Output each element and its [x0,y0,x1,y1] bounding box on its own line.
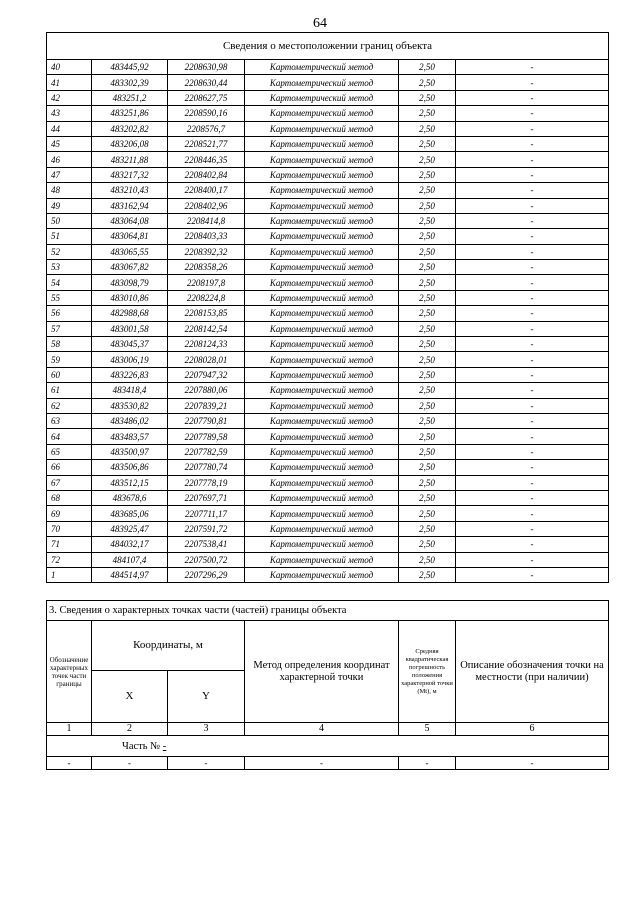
table-row [47,367,609,382]
mt-cell: 2,50 [399,106,456,121]
page-number: 64 [313,16,327,31]
mt-cell: 2,50 [399,152,456,167]
method-header: Метод определения координат характерной точки [245,621,399,723]
coord-y: 2207789,58 [168,429,245,444]
point-number: 68 [47,490,92,505]
col-number: 5 [399,723,456,736]
col-number: 4 [245,723,399,736]
description-cell: - [456,490,609,505]
coord-y: 2208576,7 [168,121,245,136]
description-cell: - [456,290,609,305]
description-cell: - [456,106,609,121]
coord-y: 2207782,59 [168,444,245,459]
method-cell: Картометрический метод [245,121,399,136]
description-cell: - [456,167,609,182]
table-row [47,337,609,352]
mt-cell: 2,50 [399,306,456,321]
method-cell: Картометрический метод [245,383,399,398]
table-row [47,260,609,275]
method-cell: Картометрический метод [245,198,399,213]
description-header: Описание обозначения точки на местности (при наличии) [456,621,609,723]
table-row [47,321,609,336]
coord-x: 484514,97 [92,567,168,582]
description-cell: - [456,121,609,136]
coord-y: 2208590,16 [168,106,245,121]
coord-x: 483302,39 [92,75,168,90]
mt-cell: 2,50 [399,367,456,382]
table-row [47,90,609,105]
part-points-table [46,600,609,770]
method-cell: Картометрический метод [245,106,399,121]
point-number: 65 [47,444,92,459]
mt-cell: 2,50 [399,352,456,367]
method-cell: Картометрический метод [245,367,399,382]
point-designation-header: Обозначение характерных точек части границы [47,621,92,723]
table-row [47,229,609,244]
table-row [47,244,609,259]
mt-cell: 2,50 [399,444,456,459]
point-number: 1 [47,567,92,582]
x-header: X [92,671,168,723]
coord-x: 483251,2 [92,90,168,105]
coord-x: 483065,55 [92,244,168,259]
coord-y: 2208446,35 [168,152,245,167]
method-cell: Картометрический метод [245,183,399,198]
empty-cell: - [245,757,399,770]
coord-x: 483251,86 [92,106,168,121]
empty-cell: - [92,757,168,770]
table-row [47,275,609,290]
description-cell: - [456,506,609,521]
table-row [47,475,609,490]
description-cell: - [456,521,609,536]
table-row [47,152,609,167]
method-cell: Картометрический метод [245,521,399,536]
coord-x: 483925,47 [92,521,168,536]
mt-cell: 2,50 [399,198,456,213]
point-number: 69 [47,506,92,521]
table-row [47,60,609,75]
coord-x: 483202,82 [92,121,168,136]
mt-cell: 2,50 [399,567,456,582]
point-number: 70 [47,521,92,536]
point-number: 50 [47,213,92,228]
coord-y: 2208630,98 [168,60,245,75]
table-row [47,106,609,121]
point-number: 41 [47,75,92,90]
coord-y: 2208153,85 [168,306,245,321]
coord-y: 2208403,33 [168,229,245,244]
coord-x: 483512,15 [92,475,168,490]
method-cell: Картометрический метод [245,398,399,413]
point-number: 61 [47,383,92,398]
point-number: 62 [47,398,92,413]
coord-x: 483098,79 [92,275,168,290]
coord-y: 2208630,44 [168,75,245,90]
coord-y: 2208124,33 [168,337,245,352]
coord-y: 2208414,8 [168,213,245,228]
coord-y: 2207500,72 [168,552,245,567]
method-cell: Картометрический метод [245,60,399,75]
mt-cell: 2,50 [399,429,456,444]
table-row [47,183,609,198]
empty-cell: - [47,757,92,770]
coord-y: 2207538,41 [168,537,245,552]
description-cell: - [456,429,609,444]
point-number: 48 [47,183,92,198]
coord-y: 2208402,84 [168,167,245,182]
description-cell: - [456,552,609,567]
coord-y: 2208142,54 [168,321,245,336]
description-cell: - [456,444,609,459]
part-value: - [162,740,167,752]
section-title: 3. Сведения о характерных точках части (частей) границы объекта [47,601,609,621]
method-cell: Картометрический метод [245,490,399,505]
mt-cell: 2,50 [399,60,456,75]
table-row [47,567,609,582]
method-cell: Картометрический метод [245,337,399,352]
coord-y: 2207711,17 [168,506,245,521]
description-cell: - [456,60,609,75]
point-number: 59 [47,352,92,367]
description-cell: - [456,213,609,228]
description-cell: - [456,198,609,213]
description-cell: - [456,413,609,428]
coord-x: 483226,83 [92,367,168,382]
coord-x: 483210,43 [92,183,168,198]
mt-cell: 2,50 [399,398,456,413]
table-row [47,460,609,475]
mt-cell: 2,50 [399,275,456,290]
coord-x: 483418,4 [92,383,168,398]
method-cell: Картометрический метод [245,136,399,151]
point-number: 46 [47,152,92,167]
coord-x: 484032,17 [92,537,168,552]
mt-cell: 2,50 [399,475,456,490]
coordinates-header: Координаты, м [92,621,245,671]
method-cell: Картометрический метод [245,352,399,367]
mt-cell: 2,50 [399,460,456,475]
description-cell: - [456,567,609,582]
description-cell: - [456,260,609,275]
method-cell: Картометрический метод [245,506,399,521]
method-cell: Картометрический метод [245,260,399,275]
point-number: 60 [47,367,92,382]
coord-x: 483211,88 [92,152,168,167]
coord-x: 483500,97 [92,444,168,459]
col-number: 3 [168,723,245,736]
coord-x: 483064,81 [92,229,168,244]
method-cell: Картометрический метод [245,306,399,321]
coord-x: 483162,94 [92,198,168,213]
table-row [47,198,609,213]
table-row [47,413,609,428]
method-cell: Картометрический метод [245,229,399,244]
method-cell: Картометрический метод [245,444,399,459]
mt-cell: 2,50 [399,136,456,151]
description-cell: - [456,306,609,321]
table-row [47,398,609,413]
table-row [47,352,609,367]
mt-cell: 2,50 [399,121,456,136]
method-cell: Картометрический метод [245,213,399,228]
mt-cell: 2,50 [399,552,456,567]
method-cell: Картометрический метод [245,167,399,182]
table-row [47,136,609,151]
point-number: 58 [47,337,92,352]
method-cell: Картометрический метод [245,90,399,105]
coord-x: 483010,86 [92,290,168,305]
point-number: 45 [47,136,92,151]
table-row [47,306,609,321]
description-cell: - [456,367,609,382]
coord-x: 483064,08 [92,213,168,228]
point-number: 67 [47,475,92,490]
method-cell: Картометрический метод [245,244,399,259]
point-number: 49 [47,198,92,213]
coord-x: 483678,6 [92,490,168,505]
point-number: 47 [47,167,92,182]
description-cell: - [456,383,609,398]
coord-y: 2207880,06 [168,383,245,398]
description-cell: - [456,244,609,259]
mt-cell: 2,50 [399,183,456,198]
empty-cell: - [456,757,609,770]
table-row [47,521,609,536]
point-number: 44 [47,121,92,136]
coord-y: 2207947,32 [168,367,245,382]
col-number: 2 [92,723,168,736]
y-header: Y [168,671,245,723]
coord-y: 2207591,72 [168,521,245,536]
point-number: 53 [47,260,92,275]
coord-y: 2207697,71 [168,490,245,505]
point-number: 64 [47,429,92,444]
point-number: 57 [47,321,92,336]
point-number: 55 [47,290,92,305]
coord-y: 2208521,77 [168,136,245,151]
coord-x: 483206,08 [92,136,168,151]
coord-y: 2208197,8 [168,275,245,290]
point-number: 56 [47,306,92,321]
coord-x: 483067,82 [92,260,168,275]
mt-cell: 2,50 [399,537,456,552]
description-cell: - [456,460,609,475]
method-cell: Картометрический метод [245,290,399,305]
point-number: 63 [47,413,92,428]
empty-cell: - [399,757,456,770]
coord-y: 2207839,21 [168,398,245,413]
point-number: 71 [47,537,92,552]
col-number: 6 [456,723,609,736]
part-label: Часть № [122,740,161,752]
method-cell: Картометрический метод [245,552,399,567]
point-number: 40 [47,60,92,75]
coord-y: 2208358,26 [168,260,245,275]
description-cell: - [456,90,609,105]
mt-cell: 2,50 [399,244,456,259]
coord-y: 2208028,01 [168,352,245,367]
method-cell: Картометрический метод [245,321,399,336]
table-row [47,75,609,90]
mt-cell: 2,50 [399,75,456,90]
mt-cell: 2,50 [399,521,456,536]
coord-x: 483506,86 [92,460,168,475]
mt-cell: 2,50 [399,383,456,398]
point-number: 72 [47,552,92,567]
description-cell: - [456,321,609,336]
description-cell: - [456,152,609,167]
coord-x: 482988,68 [92,306,168,321]
point-number: 51 [47,229,92,244]
coord-x: 483001,58 [92,321,168,336]
point-number: 66 [47,460,92,475]
mt-cell: 2,50 [399,167,456,182]
coord-y: 2207780,74 [168,460,245,475]
table-row [47,429,609,444]
description-cell: - [456,75,609,90]
coord-x: 483483,57 [92,429,168,444]
method-cell: Картометрический метод [245,475,399,490]
table-row [47,537,609,552]
description-cell: - [456,475,609,490]
coord-x: 484107,4 [92,552,168,567]
description-cell: - [456,337,609,352]
description-cell: - [456,537,609,552]
empty-cell: - [168,757,245,770]
mean-error-header: Средняя квадратическая погрешность положения характерной точки (Mt), м [399,621,456,723]
method-cell: Картометрический метод [245,429,399,444]
part-label-row [47,736,609,757]
mt-cell: 2,50 [399,321,456,336]
coord-y: 2208402,96 [168,198,245,213]
coord-x: 483530,82 [92,398,168,413]
coord-x: 483486,02 [92,413,168,428]
point-number: 54 [47,275,92,290]
description-cell: - [456,275,609,290]
coord-y: 2207778,19 [168,475,245,490]
description-cell: - [456,229,609,244]
mt-cell: 2,50 [399,260,456,275]
method-cell: Картометрический метод [245,152,399,167]
table-row [47,383,609,398]
coord-x: 483006,19 [92,352,168,367]
mt-cell: 2,50 [399,290,456,305]
description-cell: - [456,398,609,413]
table-row [47,506,609,521]
mt-cell: 2,50 [399,490,456,505]
table-row [47,290,609,305]
mt-cell: 2,50 [399,337,456,352]
coord-y: 2207790,81 [168,413,245,428]
description-cell: - [456,136,609,151]
description-cell: - [456,183,609,198]
coord-x: 483045,37 [92,337,168,352]
coord-y: 2208224,8 [168,290,245,305]
mt-cell: 2,50 [399,90,456,105]
mt-cell: 2,50 [399,229,456,244]
table-title: Сведения о местоположении границ объекта [47,33,609,60]
point-number: 52 [47,244,92,259]
table-row [47,121,609,136]
mt-cell: 2,50 [399,506,456,521]
coord-y: 2208400,17 [168,183,245,198]
coord-y: 2207296,29 [168,567,245,582]
method-cell: Картометрический метод [245,75,399,90]
method-cell: Картометрический метод [245,537,399,552]
method-cell: Картометрический метод [245,275,399,290]
table-row [47,444,609,459]
table-row [47,167,609,182]
method-cell: Картометрический метод [245,460,399,475]
table-row [47,213,609,228]
table-row [47,490,609,505]
coord-x: 483217,32 [92,167,168,182]
table-row [47,552,609,567]
method-cell: Картометрический метод [245,567,399,582]
coord-x: 483685,06 [92,506,168,521]
col-number: 1 [47,723,92,736]
coord-x: 483445,92 [92,60,168,75]
point-number: 43 [47,106,92,121]
method-cell: Картометрический метод [245,413,399,428]
mt-cell: 2,50 [399,413,456,428]
mt-cell: 2,50 [399,213,456,228]
coord-y: 2208392,32 [168,244,245,259]
boundary-coordinates-table [46,32,609,583]
coord-y: 2208627,75 [168,90,245,105]
point-number: 42 [47,90,92,105]
description-cell: - [456,352,609,367]
